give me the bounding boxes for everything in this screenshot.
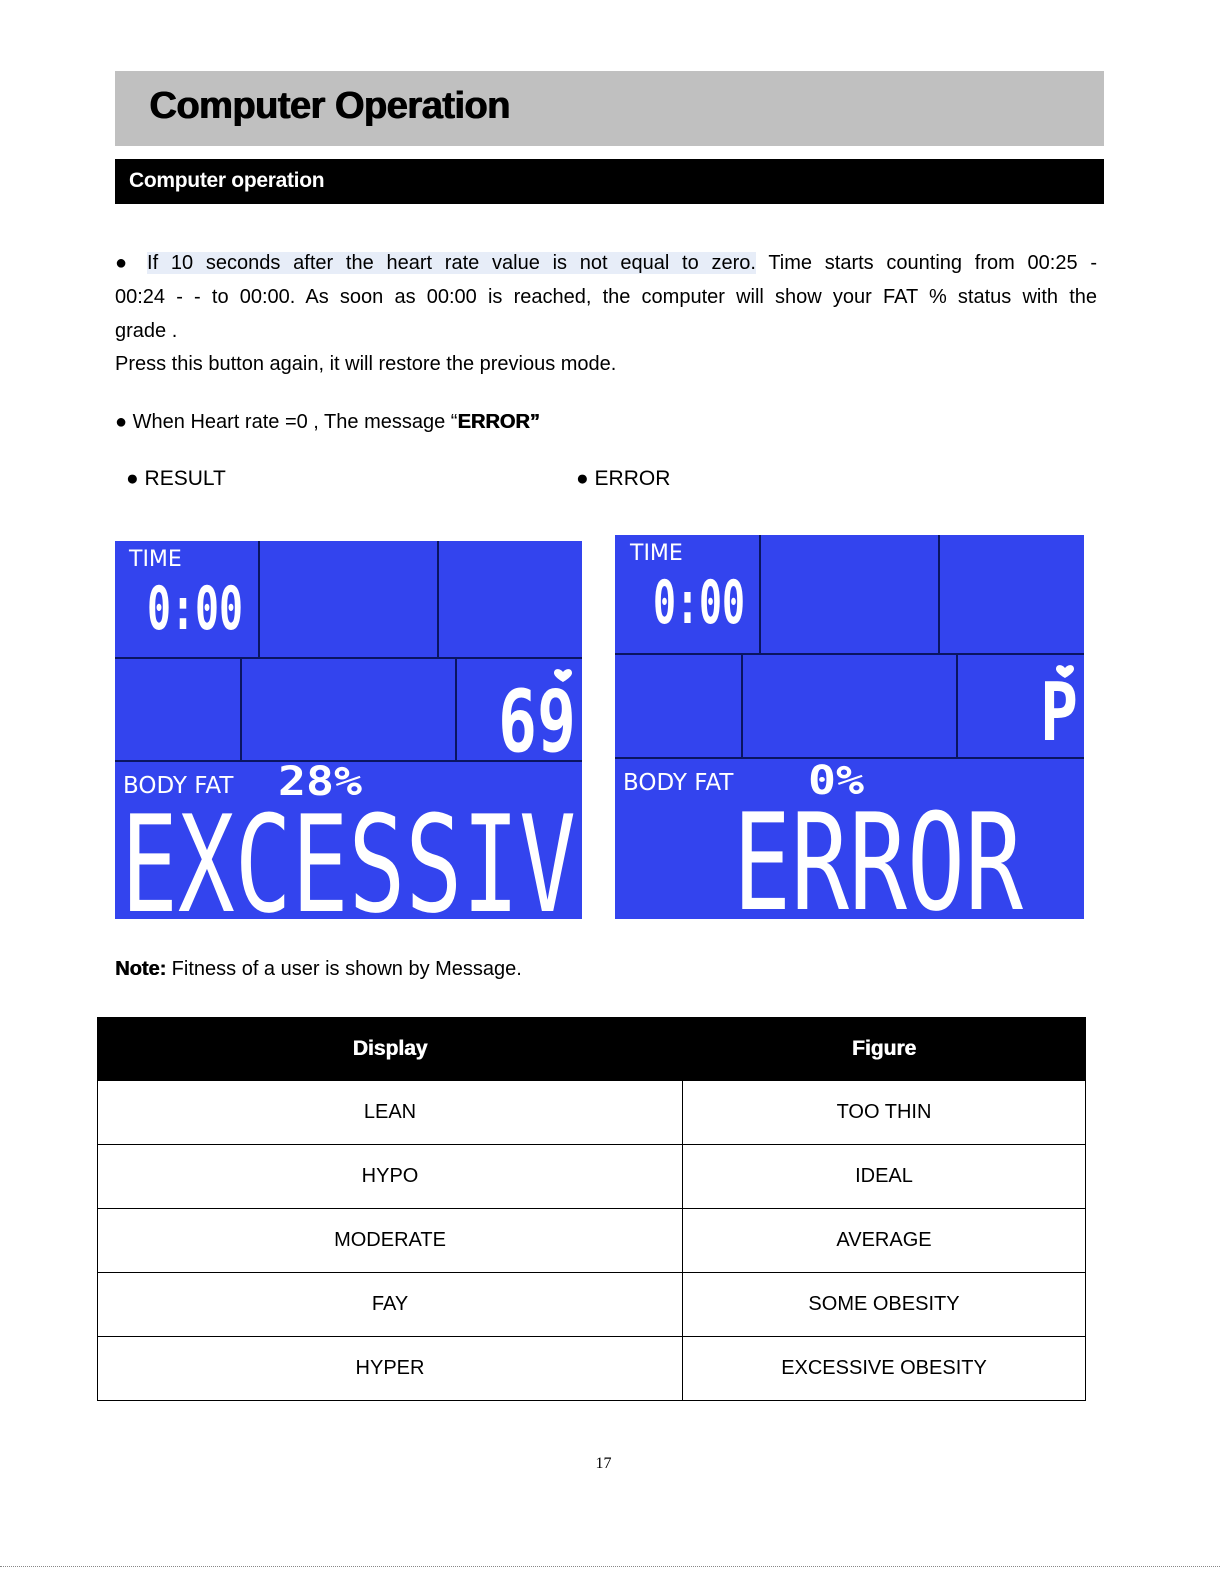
error-lcd-svg [615, 535, 1084, 919]
fitness-table [97, 1017, 1086, 1401]
column-header-display: Display [98, 1018, 683, 1081]
table-row [98, 1337, 1086, 1401]
fitness-message: EXCESSIV [121, 787, 576, 919]
time-value: 0:00 [653, 568, 745, 638]
page-number: 17 [595, 1455, 612, 1472]
error-message-word: ERROR” [457, 411, 540, 433]
body-fat-label: BODY FAT [623, 770, 734, 796]
table-cell: TOO THIN [683, 1081, 1086, 1145]
result-label: ● RESULT [126, 467, 226, 490]
fat-percent-value: 0% [808, 758, 864, 804]
table-cell: MODERATE [98, 1209, 683, 1273]
title-band [115, 71, 1104, 146]
note [115, 958, 522, 981]
bullet-icon: ● [115, 411, 128, 433]
column-header-figure: Figure [683, 1018, 1086, 1081]
error-message-paragraph [115, 405, 1097, 439]
table-row [98, 1273, 1086, 1337]
table-header-row [98, 1018, 1086, 1081]
paragraph-1-line-2: 00:24 - - to 00:00. As soon as 00:00 is reached, the computer will show your FAT % status with the [115, 286, 1097, 308]
table-cell: LEAN [98, 1081, 683, 1145]
table-cell: HYPO [98, 1145, 683, 1209]
note-label: Note: [115, 958, 167, 980]
table-cell: FAY [98, 1273, 683, 1337]
error-message: ERROR [733, 785, 1024, 919]
paragraph-1-text: Time starts counting from 00:25 - [768, 252, 1097, 274]
table-row [98, 1209, 1086, 1273]
time-label: TIME [129, 547, 182, 572]
time-label: TIME [630, 541, 683, 566]
table-row [98, 1081, 1086, 1145]
table-cell: AVERAGE [683, 1209, 1086, 1273]
error-lcd-display [615, 535, 1084, 919]
heart-rate-value: 69 [498, 672, 576, 772]
table-row [98, 1145, 1086, 1209]
result-lcd-display [115, 541, 582, 919]
result-lcd-svg [115, 541, 582, 919]
table-cell: SOME OBESITY [683, 1273, 1086, 1337]
section-title: Computer operation [129, 169, 325, 192]
paragraph-1-line-1 [115, 246, 1097, 280]
bullet-icon: ● [126, 467, 139, 490]
fat-percent-value: 28% [278, 759, 362, 805]
table-cell: IDEAL [683, 1145, 1086, 1209]
error-label: ● ERROR [576, 467, 671, 490]
section-header [115, 159, 1104, 204]
bullet-icon: ● [115, 252, 135, 274]
table-cell: EXCESSIVE OBESITY [683, 1337, 1086, 1401]
paragraph-1-line-3: grade . [115, 320, 178, 342]
heart-rate-value: P [1040, 666, 1078, 759]
highlighted-text: If 10 seconds after the heart rate value is not equal to zero. [147, 252, 756, 274]
time-value: 0:00 [147, 574, 243, 644]
footer-rule [0, 1566, 1220, 1567]
bullet-icon: ● [576, 467, 589, 490]
table-cell: HYPER [98, 1337, 683, 1401]
error-message-prefix: When Heart rate =0 , The message “ [132, 411, 458, 433]
note-text: Fitness of a user is shown by Message. [171, 958, 522, 980]
body-fat-label: BODY FAT [123, 773, 234, 799]
paragraph-2: Press this button again, it will restore the previous mode. [115, 353, 617, 375]
page-title: Computer Operation [149, 85, 510, 127]
